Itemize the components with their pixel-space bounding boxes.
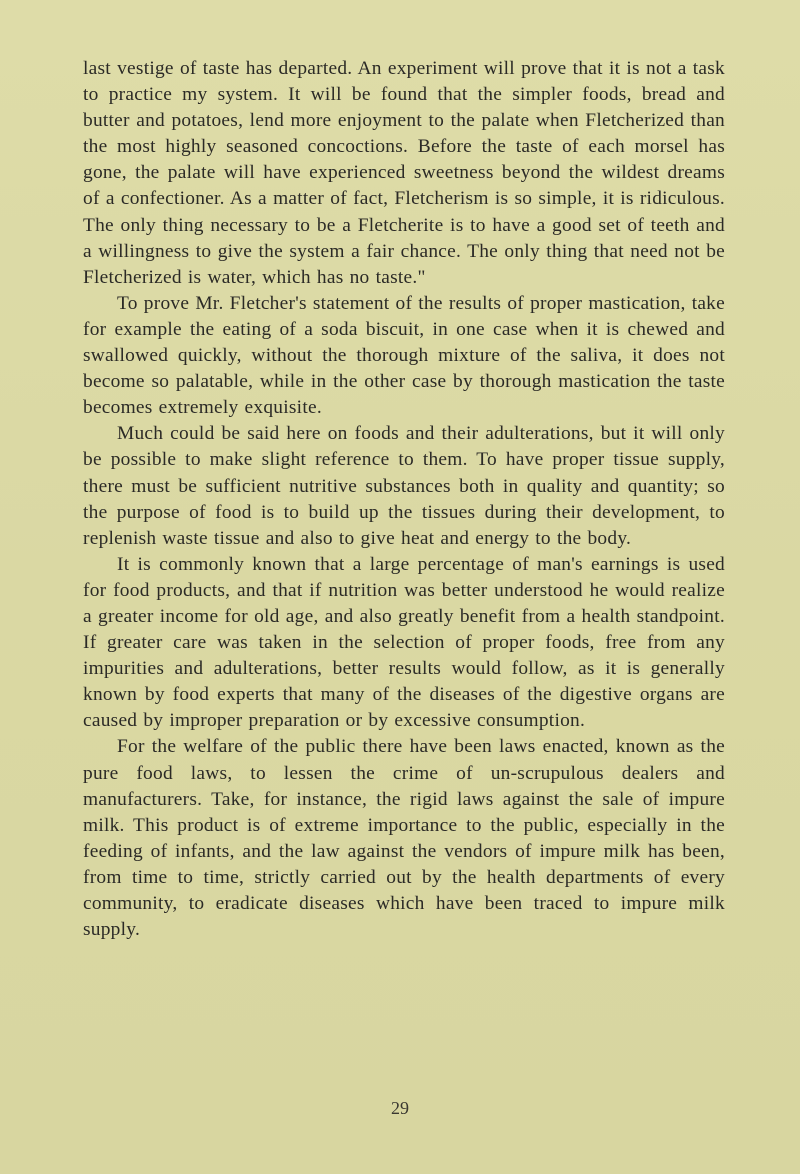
paragraph-2: To prove Mr. Fletcher's statement of the results of proper mastication, take for example the eating of a soda biscuit, in one case when it is chewed and swallowed quickly, without the thorough mixture of the saliva, it does not become so palatable, while in the other case by thorough mastication the taste becomes extremely exquisite.	[83, 292, 725, 419]
paragraph-4: It is commonly known that a large percentage of man's earnings is used for food products, and that if nutrition was better understood he would realize a greater income for old age, and also greatly benefit from a health standpoint. If greater care was taken in the selection of proper foods, free from any impurities and adulterations, better results would follow, as it is generally known by food experts that many of the diseases of the digestive organs are caused by improper preparation or by excessive consumption.	[83, 553, 725, 732]
body-text	[83, 56, 725, 943]
paragraph-5: For the welfare of the public there have been laws enacted, known as the pure food laws, to lessen the crime of un-scrupulous dealers and manufacturers. Take, for instance, the rigid laws against the sale of impure milk. This product is of extreme importance to the public, especially in the feeding of infants, and the law against the vendors of impure milk has been, from time to time, strictly carried out by the health departments of every community, to eradicate diseases which have been traced to impure milk supply.	[83, 736, 725, 941]
paragraph-1: last vestige of taste has departed. An experiment will prove that it is not a task to practice my system. It will be found that the simpler foods, bread and butter and potatoes, lend more enjoyment to the palate when Fletcherized than the most highly seasoned concoctions. Before the taste of each morsel has gone, the palate will have experienced sweetness beyond the wildest dreams of a confectioner. As a matter of fact, Fletcherism is so simple, it is ridiculous. The only thing necessary to be a Fletcherite is to have a good set of teeth and a willingness to give the system a fair chance. The only thing that need not be Fletcherized is water, which has no taste."	[83, 58, 725, 288]
page-number: 29	[391, 1098, 409, 1118]
paragraph-3: Much could be said here on foods and their adulterations, but it will only be possible to make slight reference to them. To have proper tissue supply, there must be sufficient nutritive substances both in quality and quantity; so the purpose of food is to build up the tissues during their development, to replenish waste tissue and also to give heat and energy to the body.	[83, 423, 725, 549]
